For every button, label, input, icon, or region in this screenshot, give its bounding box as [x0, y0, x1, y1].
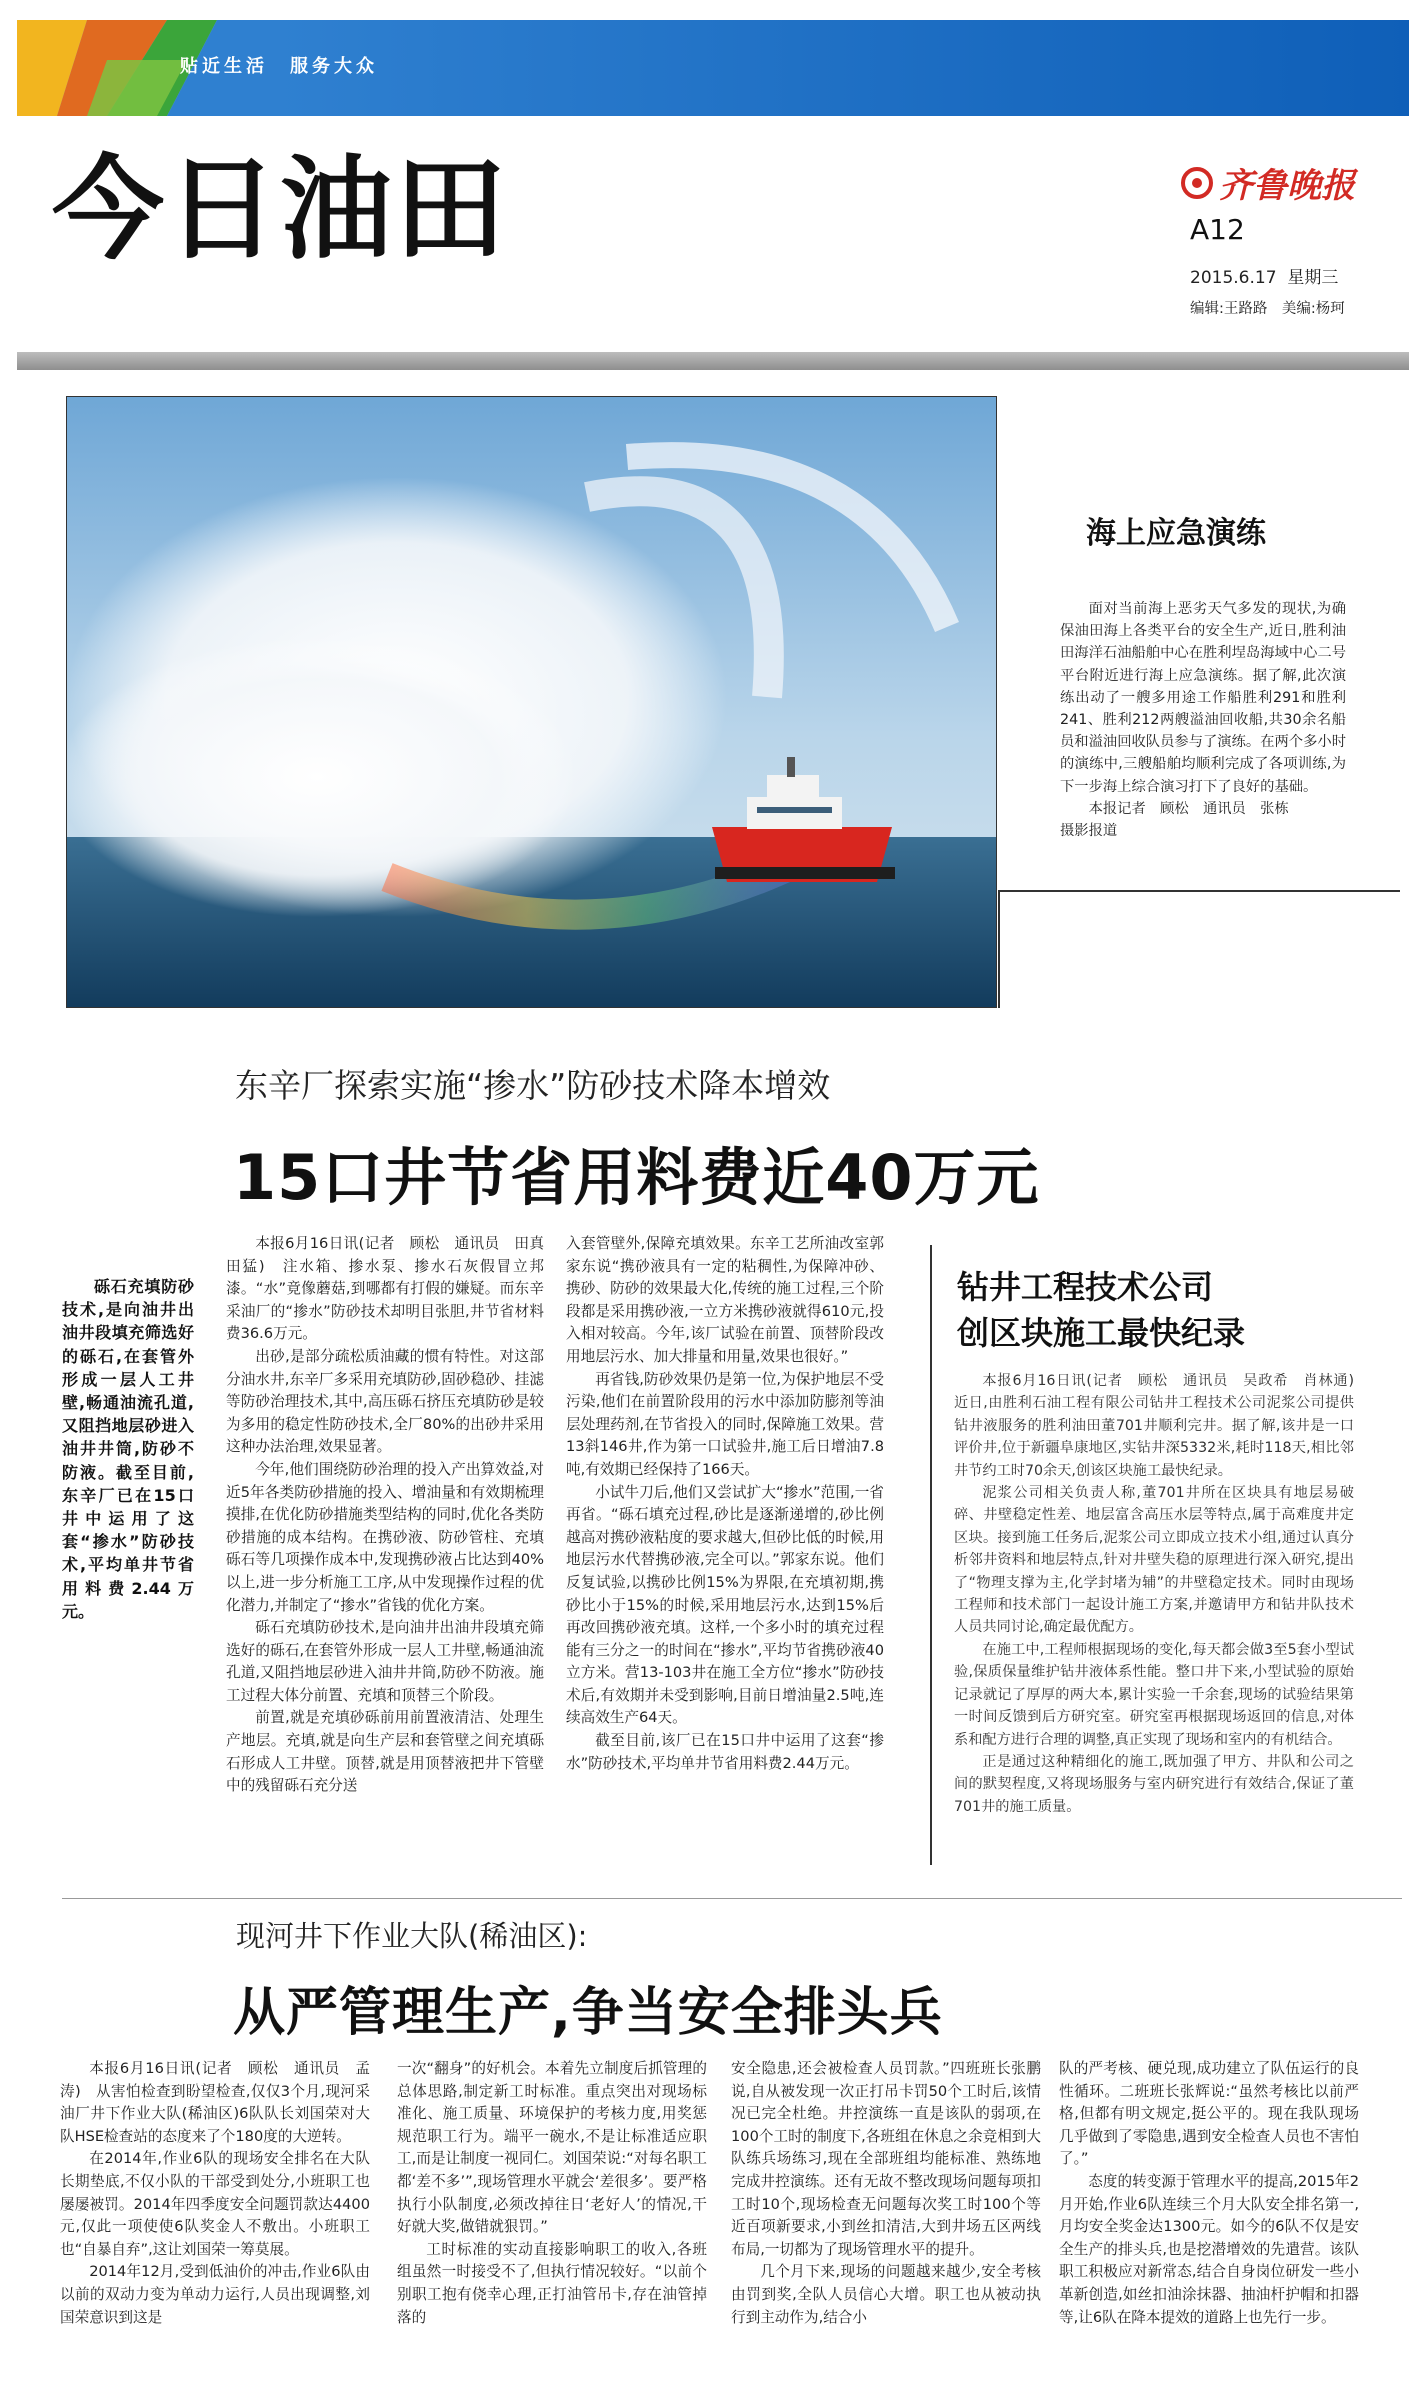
story4-paragraph: 本报6月16日讯(记者 顾松 通讯员 孟涛) 从害怕检查到盼望检查,仅仅3个月,现河采油厂井下作业大队(稀油区)6队队长刘国荣对大队HSE检查站的态度来了个180度的大逆转。 — [60, 2060, 370, 2145]
story2-sidebar-summary: 砾石充填防砂技术,是向油井出油井段填充筛选好的砾石,在套管外形成一层人工井壁,畅通油流孔道,又阻挡地层砂进入油井井筒,防砂不防液。截至目前,东辛厂已在15口井中运用了这套“掺水”防砂技术,平均单井节省用料费2.44万元。 — [62, 1277, 194, 1621]
story4-column-3 — [731, 2058, 1041, 2329]
header-rule — [17, 352, 1409, 370]
story1-headline: 海上应急演练 — [1086, 516, 1266, 551]
story3-paragraph: 在施工中,工程师根据现场的变化,每天都会做3至5套小型试验,保质保量维护钻井液体系性能。整口井下来,小型试验的原始记录就记了厚厚的两大本,累计实验一千余套,现场的试验结果第一时间反馈到后方研究室。研究室再根据现场返回的信息,对体系和配方进行合理的调整,真正实现了现场和室内的有机结合。 — [954, 1641, 1354, 1748]
story4-paragraph: 态度的转变源于管理水平的提高,2015年2月开始,作业6队连续三个月大队安全排名第一,月均安全奖金达1300元。如今的6队不仅是安全生产的排头兵,也是挖潜增效的先遣营。该队职工积极应对新常态,结合自身岗位研发一些小革新创造,如丝扣油涂抹器、抽油杆护帽和扣器等,让6队在降本提效的道路上也先行一步。 — [1059, 2172, 1359, 2326]
news-photo-fireboat — [66, 396, 997, 1008]
date: 2015.6.17 — [1190, 268, 1277, 288]
story2-paragraph: 再省钱,防砂效果仍是第一位,为保护地层不受污染,他们在前置阶段用的污水中添加防膨剂等油层处理药剂,在节省投入的同时,保障施工效果。营13斜146井,作为第一口试验井,施工后日增油7.8吨,有效期已经保持了166天。 — [566, 1370, 884, 1478]
story1-byline: 本报记者 顾松 通讯员 张栋 — [1088, 800, 1289, 817]
paper-name: 齐鲁晚报 — [1219, 166, 1356, 206]
story1-paragraph: 面对当前海上恶劣天气多发的现状,为确保油田海上各类平台的安全生产,近日,胜利油田海洋石油船舶中心在胜利埕岛海域中心二号平台附近进行海上应急演练。据了解,此次演练出动了一艘多用途工作船胜利291和胜利241、胜利212两艘溢油回收船,共30余名船员和溢油回收队员参与了演练。在两个多小时的演练中,三艘船舶均顺利完成了各项训练,为下一步海上综合演习打下了良好的基础。 — [1060, 601, 1346, 795]
story1-body — [1060, 598, 1346, 842]
story2-paragraph: 本报6月16日讯(记者 顾松 通讯员 田真 田猛) 注水箱、掺水泵、掺水石灰假冒立邦漆。“水”竟像蘑菇,到哪都有打假的嫌疑。而东辛采油厂的“掺水”防砂技术却明目张胆,井节省材料费36.6万元。 — [226, 1235, 559, 1343]
story3-divider — [930, 1245, 932, 1865]
story4-paragraph: 在2014年,作业6队的现场安全排名在大队长期垫底,不仅小队的干部受到处分,小班职工也屡屡被罚。2014年四季度安全问题罚款达4400元,仅此一项使使6队奖金人不敷出。小班职工也“自暴自弃”,这让刘国荣一筹莫展。 — [60, 2150, 370, 2258]
masthead-title: 今日油田 — [52, 145, 508, 275]
story2-paragraph: 入套管壁外,保障充填效果。东辛工艺所油改室郭家东说“携砂液具有一定的粘稠性,为保障冲砂、携砂、防砂的效果最大化,传统的施工过程,三个阶段都是采用携砂液,一立方米携砂液就得610元,投入相对较高。今年,该厂试验在前置、顶替阶段改用地层污水、加大排量和用量,效果也很好。” — [566, 1235, 884, 1365]
story4-paragraph: 安全隐患,还会被检查人员罚款。”四班班长张鹏说,自从被发现一次正打吊卡罚50个工时后,该情况已完全杜绝。井控演练一直是该队的弱项,在100个工时的制度下,各班组在休息之余竞相到大队练兵场练习,现在全部班组均能标准、熟练地完成井控演练。还有无故不整改现场问题每项扣工时10个,现场检查无问题每次奖工时100个等近百项新要求,小到丝扣清洁,大到井场五区两线布局,一切都为了现场管理水平的提升。 — [731, 2060, 1041, 2258]
story4-paragraph: 队的严考核、硬兑现,成功建立了队伍运行的良性循环。二班班长张辉说:“虽然考核比以前严格,但都有明文规定,挺公平的。现在我队现场几乎做到了零隐患,遇到安全检查人员也不害怕了。” — [1059, 2060, 1359, 2168]
banner-slogan: 贴近生活 服务大众 — [180, 56, 378, 77]
story3-body — [954, 1370, 1369, 1818]
paper-logo-icon — [1180, 166, 1214, 200]
story2-paragraph: 截至目前,该厂已在15口井中运用了这套“掺水”防砂技术,平均单井节省用料费2.44万元。 — [566, 1732, 884, 1772]
story4-rule — [62, 1898, 1402, 1899]
story4-paragraph: 几个月下来,现场的问题越来越少,安全考核由罚到奖,全队人员信心大增。职工也从被动执行到主动作为,结合小 — [731, 2263, 1041, 2326]
story2-paragraph: 前置,就是充填砂砾前用前置液清洁、处理生产地层。充填,就是向生产层和套管壁之间充填砾石形成人工井壁。顶替,就是用顶替液把井下管壁中的残留砾石充分送 — [226, 1709, 544, 1795]
story2-column-1 — [226, 1233, 559, 1798]
date-line — [1190, 263, 1338, 288]
story4-paragraph: 一次“翻身”的好机会。本着先立制度后抓管理的总体思路,制定新工时标准。重点突出对现场标准化、施工质量、环境保护的考核力度,用奖惩规范职工行为。端平一碗水,不是让标准适应职工,而是让制度一视同仁。刘国荣说:“对每名职工都‘差不多’”,现场管理水平就会‘差很多’。要严格执行小队制度,必须改掉往日‘老好人’的情况,干好就大奖,做错就狠罚。” — [397, 2060, 707, 2236]
paper-logo — [1180, 158, 1355, 207]
story3-headline-line1: 钻井工程技术公司 — [957, 1268, 1214, 1306]
story1-photo-credit: 摄影报道 — [1060, 823, 1118, 840]
story4-column-2 — [397, 2058, 707, 2329]
story4-headline: 从严管理生产,争当安全排头兵 — [233, 1983, 943, 2043]
photo-illustration — [67, 397, 997, 1008]
story2-subhead: 东辛厂探索实施“掺水”防砂技术降本增效 — [235, 1066, 831, 1105]
story2-headline: 15口井节省用料费近40万元 — [233, 1141, 1040, 1214]
story4-column-4 — [1059, 2058, 1359, 2329]
story2-paragraph: 出砂,是部分疏松质油藏的惯有特性。对这部分油水井,东辛厂多采用充填防砂,固砂稳砂、挂滤等防砂治理技术,其中,高压砾石挤压充填防砂是较为多用的稳定性防砂技术,全厂80%的出砂井采用这种办法治理,效果显著。 — [226, 1347, 544, 1456]
story4-column-1 — [60, 2058, 370, 2329]
story3-paragraph: 泥浆公司相关负责人称,董701井所在区块具有地层易破碎、井壁稳定性差、地层富含高压水层等特点,属于高难度井定区块。接到施工任务后,泥浆公司立即成立技术小组,通过认真分析邻井资料和地层特点,针对井壁失稳的原理进行深入研究,提出了“物理支撑为主,化学封堵为辅”的井壁稳定技术。同时由现场工程师和技术部门一起设计施工方案,并邀请甲方和钻井队技术人员共同讨论,确定最优配方。 — [954, 1485, 1354, 1636]
story3-paragraph: 本报6月16日讯(记者 顾松 通讯员 吴政希 肖林通) 近日,由胜利石油工程有限公司钻井工程技术公司泥浆公司提供钻井液服务的胜利油田董701井顺利完井。据了解,该井是一口评价井,位于新疆阜康地区,实钻井深5332米,耗时118天,相比邻井节约工时70余天,创该区块施工最快纪录。 — [954, 1373, 1369, 1479]
story4-subhead: 现河井下作业大队(稀油区): — [236, 1919, 588, 1953]
story2-paragraph: 砾石充填防砂技术,是向油井出油井段填充筛选好的砾石,在套管外形成一层人工井壁,畅通油流孔道,又阻挡地层砂进入油井井筒,防砂不防液。施工过程大体分前置、充填和顶替三个阶段。 — [226, 1619, 544, 1704]
story2-column-2 — [566, 1233, 884, 1775]
editors-credit: 编辑:王路路 美编:杨珂 — [1190, 301, 1345, 317]
story1-frame-left — [998, 890, 1000, 1008]
page-number: A12 — [1190, 213, 1245, 246]
weekday: 星期三 — [1287, 268, 1339, 288]
story4-paragraph: 2014年12月,受到低油价的冲击,作业6队由以前的双动力变为单动力运行,人员出现调整,刘国荣意识到这是 — [60, 2263, 370, 2326]
story4-paragraph: 工时标准的实动直接影响职工的收入,各班组虽然一时接受不了,但执行情况较好。“以前个别职工抱有侥幸心理,正打油管吊卡,存在油管掉落的 — [397, 2240, 707, 2326]
story1-frame-top — [998, 890, 1400, 892]
story2-paragraph: 今年,他们围绕防砂治理的投入产出算效益,对近5年各类防砂措施的投入、增油量和有效期梳理摸排,在优化防砂措施类型结构的同时,优化各类防砂措施的成本结构。在携砂液、防砂管柱、充填砾石等几项操作成本中,发现携砂液占比达到40%以上,进一步分析施工工序,从中发现操作过程的优化潜力,并制定了“掺水”省钱的优化方案。 — [226, 1460, 544, 1614]
story3-paragraph: 正是通过这种精细化的施工,既加强了甲方、井队和公司之间的默契程度,又将现场服务与室内研究进行有效结合,保证了董701井的施工质量。 — [954, 1753, 1354, 1815]
story3-headline-line2: 创区块施工最快纪录 — [957, 1314, 1246, 1352]
story2-paragraph: 小试牛刀后,他们又尝试扩大“掺水”范围,一省再省。“砾石填充过程,砂比是逐渐递增的,砂比例越高对携砂液粘度的要求越大,但砂比低的时候,用地层污水代替携砂液,完全可以。”郭家东说。他们反复试验,以携砂比例15%为界限,在充填初期,携砂比小于15%的时候,采用地层污水,达到15%后再改回携砂液充填。这样,一个多小时的填充过程能有三分之一的时间在“掺水”,平均节省携砂液40立方米。营13-103井在施工全方位“掺水”防砂技术后,有效期并未受到影响,目前日增油量2.5吨,连续高效生产64天。 — [566, 1483, 884, 1727]
